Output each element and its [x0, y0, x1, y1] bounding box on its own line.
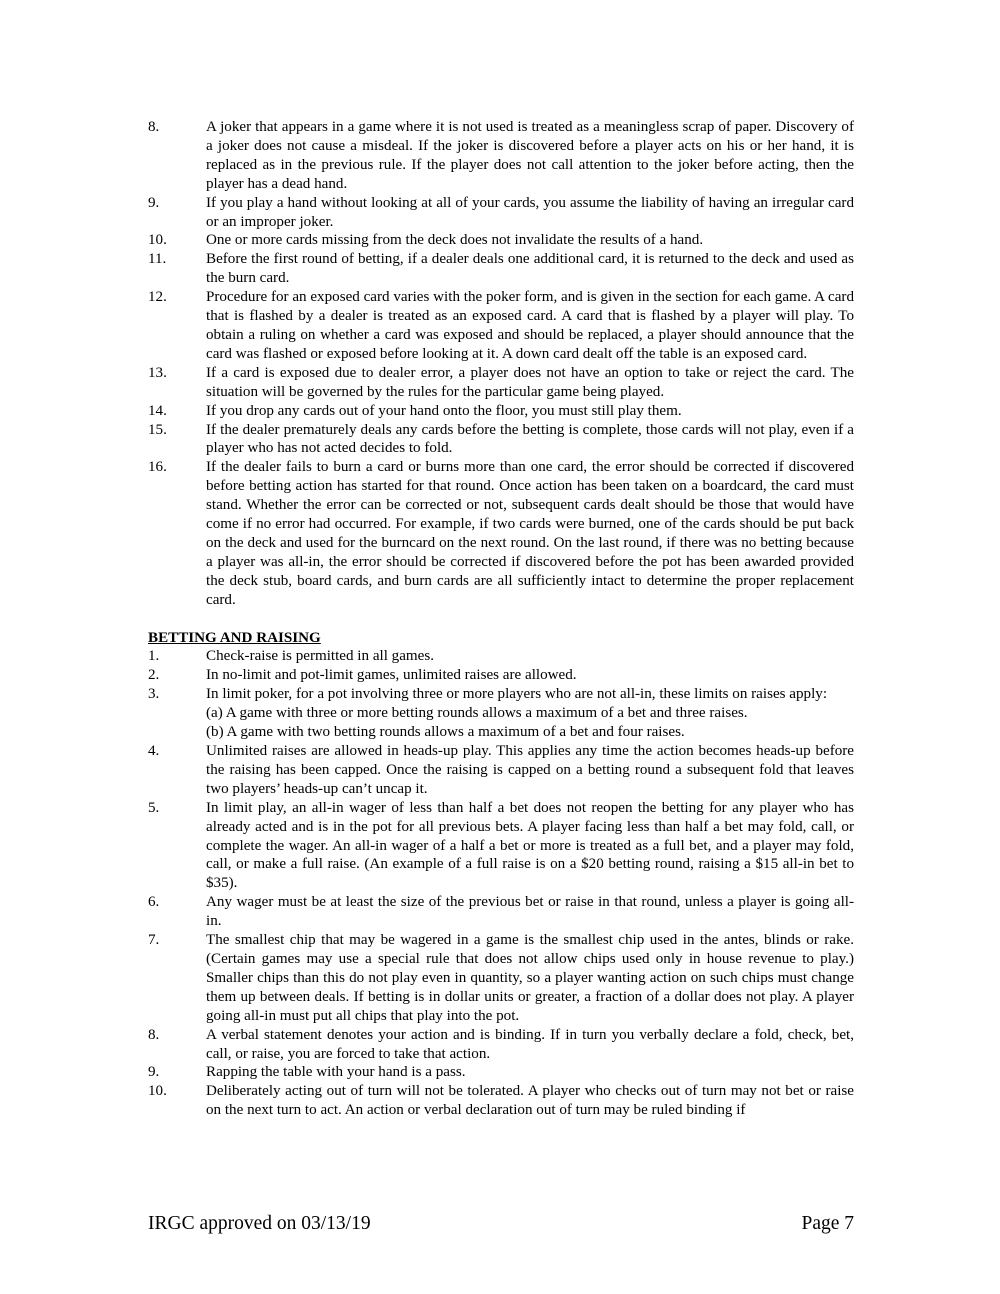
item-text: [206, 931, 854, 1026]
item-number: 9.: [148, 194, 160, 211]
item-paragraph: Any wager must be at least the size of the previous bet or raise in that round, unless a player is going all-in.: [206, 894, 854, 930]
item-text: [206, 893, 854, 931]
list-item: [148, 402, 854, 421]
item-paragraph: If you drop any cards out of your hand onto the floor, you must still play them.: [206, 402, 682, 419]
item-paragraph: A verbal statement denotes your action and is binding. If in turn you verbally declare a fold, check, bet, call, or raise, you are forced to take that action.: [206, 1026, 854, 1062]
item-number: 8.: [148, 119, 160, 135]
list-item: [148, 893, 854, 931]
item-number: 9.: [148, 1064, 160, 1081]
list-item: [148, 647, 854, 666]
item-text: [206, 666, 854, 685]
item-number: 12.: [148, 289, 167, 306]
list-item: [148, 931, 854, 1026]
item-text: [206, 647, 854, 666]
item-number: 14.: [148, 402, 167, 419]
betting-list: [148, 647, 854, 1120]
item-text: [206, 231, 854, 250]
page-footer: [148, 1212, 854, 1236]
item-text: [206, 458, 854, 609]
item-text: [206, 799, 854, 894]
list-item: [148, 1063, 854, 1082]
item-paragraph: One or more cards missing from the deck does not invalidate the results of a hand.: [206, 232, 704, 249]
footer-page-number: Page 7: [801, 1213, 854, 1234]
list-item: [148, 421, 854, 459]
item-text: [206, 118, 854, 194]
list-item: [148, 194, 854, 232]
item-text: [206, 1026, 854, 1064]
item-text: [206, 250, 854, 288]
item-paragraph: The smallest chip that may be wagered in a game is the smallest chip used in the antes, blinds or rake. (Certain games may use a special rule that does not allow chips used only in house revenue to play.) Smaller chips than this do not play even in quantity, so a player wanting action on such chips must change them up between deals. If betting is in dollar units or greater, a fraction of a dollar does not play. A player going all-in must put all chips that play into the pot.: [206, 932, 854, 1024]
item-number: 10.: [148, 1083, 167, 1100]
item-paragraph: Deliberately acting out of turn will not be tolerated. A player who checks out of turn may not bet or raise on the next turn to act. An action or verbal declaration out of turn may be ruled binding if: [206, 1083, 854, 1119]
item-number: 5.: [148, 799, 160, 816]
list-item: [148, 458, 854, 609]
item-text: [206, 288, 854, 364]
item-paragraph: Check-raise is permitted in all games.: [206, 648, 435, 665]
item-number: 16.: [148, 459, 167, 476]
item-paragraph: In no-limit and pot-limit games, unlimited raises are allowed.: [206, 667, 577, 684]
item-paragraph: Unlimited raises are allowed in heads-up play. This applies any time the action becomes heads-up before the raising has been capped. Once the raising is capped on a betting round a subsequent fold that leaves two players’ heads-up can’t uncap it.: [206, 743, 854, 797]
item-text: [206, 194, 854, 232]
list-item: [148, 799, 854, 894]
list-item: [148, 118, 854, 194]
item-number: 15.: [148, 421, 167, 438]
list-item: [148, 1082, 854, 1120]
list-item: [148, 364, 854, 402]
list-item: [148, 742, 854, 799]
item-number: 3.: [148, 686, 160, 703]
item-number: 4.: [148, 743, 160, 759]
section-title: BETTING AND RAISING: [148, 629, 321, 646]
item-paragraph: Rapping the table with your hand is a pass.: [206, 1064, 466, 1081]
item-paragraph: Procedure for an exposed card varies with the poker form, and is given in the section for each game. A card that is flashed by a dealer is treated as an exposed card. A card that is flashed by a player will play. To obtain a ruling on whether a card was exposed and should be replaced, a player should announce that the card was flashed or exposed before looking at it. A down card dealt off the table is an exposed card.: [206, 289, 854, 362]
item-number: 2.: [148, 667, 160, 684]
list-item: [148, 685, 854, 742]
item-paragraph: Before the first round of betting, if a dealer deals one additional card, it is returned to the deck and used as the burn card.: [206, 251, 854, 287]
item-paragraph: If the dealer prematurely deals any cards before the betting is complete, those cards will not play, even if a player who has not acted decides to fold.: [206, 421, 854, 457]
item-text: [206, 402, 854, 421]
item-paragraph: A joker that appears in a game where it is not used is treated as a meaningless scrap of paper. Discovery of a joker does not cause a misdeal. If the joker is discovered before a player acts on his or her hand, it is replaced as in the previous rule. If the player does not call attention to the joker before acting, then the player has a dead hand.: [206, 119, 854, 192]
item-text: [206, 742, 854, 799]
item-number: 1.: [148, 648, 160, 665]
item-paragraph: In limit play, an all-in wager of less than half a bet does not reopen the betting for any player who has already acted and is in the pot for all previous bets. A player facing less than half a bet may fold, call, or complete the wager. An all-in wager of a half a bet or more is treated as a full bet, and a player may fold, call, or make a full raise. (An example of a full raise is on a $20 betting round, raising a $15 all-in bet to $35).: [206, 799, 854, 892]
item-number: 10.: [148, 232, 167, 249]
item-paragraph: (a) A game with three or more betting rounds allows a maximum of a bet and three raises.: [206, 705, 748, 722]
item-text: [206, 685, 854, 742]
list-item: [148, 288, 854, 364]
item-number: 13.: [148, 364, 167, 381]
item-text: [206, 1082, 854, 1120]
list-item: [148, 1026, 854, 1064]
page-content: [148, 118, 854, 1120]
item-text: [206, 1063, 854, 1082]
footer-approval: IRGC approved on 03/13/19: [148, 1213, 371, 1234]
item-text: [206, 364, 854, 402]
list-item: [148, 250, 854, 288]
item-number: 6.: [148, 894, 160, 911]
item-paragraph: (b) A game with two betting rounds allows a maximum of a bet and four raises.: [206, 724, 685, 741]
item-paragraph: If the dealer fails to burn a card or burns more than one card, the error should be corrected if discovered before betting action has started for that round. Once action has been taken on a boardcard, the card must stand. Whether the error can be corrected or not, subsequent cards dealt should be those that would have come if no error had occurred. For example, if two cards were burned, one of the cards should be put back on the deck and used for the burncard on the next round. On the last round, if there was no betting because a player was all-in, the error should be corrected if discovered before the pot has been awarded provided the deck stub, board cards, and burn cards are all sufficiently intact to determine the proper replacement card.: [206, 459, 854, 608]
list-item: [148, 666, 854, 685]
item-number: 11.: [148, 251, 167, 268]
item-number: 7.: [148, 932, 160, 949]
item-number: 8.: [148, 1026, 160, 1043]
item-text: [206, 421, 854, 459]
rules-list: [148, 118, 854, 610]
item-paragraph: If a card is exposed due to dealer error, a player does not have an option to take or reject the card. The situation will be governed by the rules for the particular game being played.: [206, 364, 854, 400]
list-item: [148, 231, 854, 250]
item-paragraph: If you play a hand without looking at all of your cards, you assume the liability of having an irregular card or an improper joker.: [206, 194, 854, 230]
item-paragraph: In limit poker, for a pot involving three or more players who are not all-in, these limits on raises apply:: [206, 686, 828, 703]
